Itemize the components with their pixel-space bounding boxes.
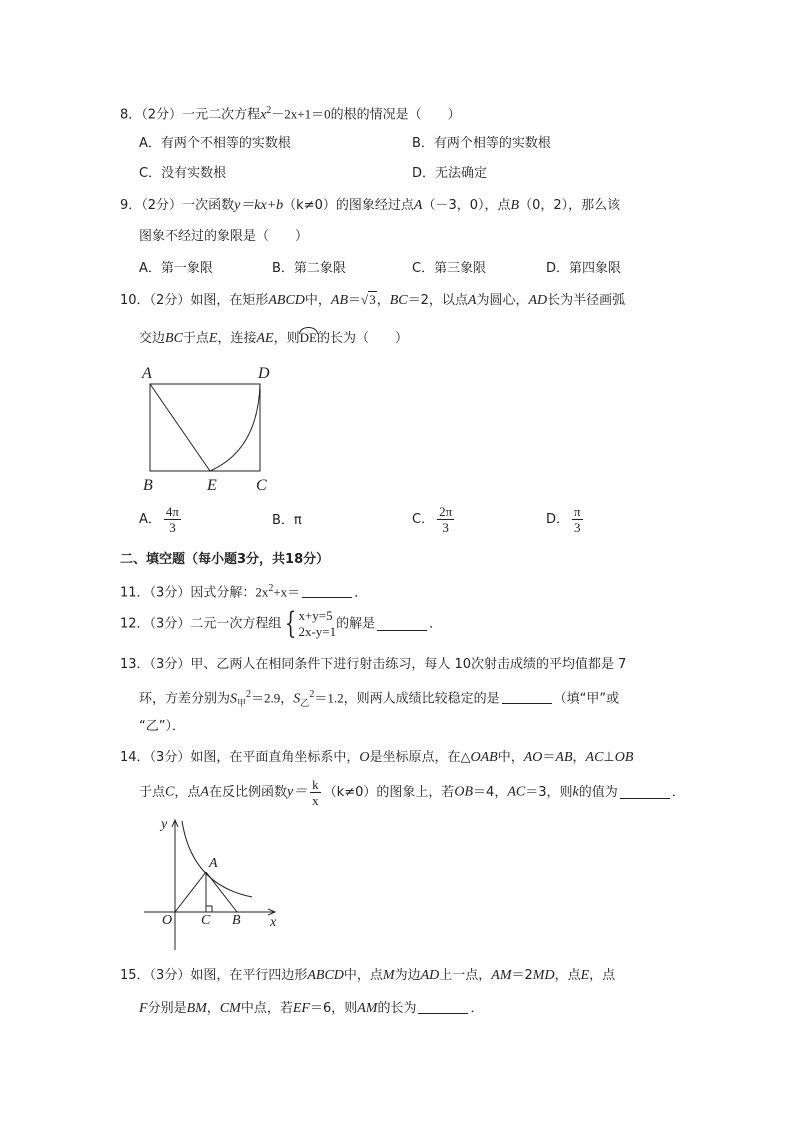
arc-de: DE bbox=[299, 330, 317, 345]
fig14-label-x: x bbox=[270, 915, 277, 930]
arc-de-curve bbox=[210, 384, 260, 471]
q10-option-b[interactable]: B．π bbox=[272, 513, 302, 528]
q13-stem-line3: “乙”）． bbox=[139, 719, 185, 734]
fig14-label-o: O bbox=[162, 913, 173, 928]
q9-stem-line2: 图象不经过的象限是（ ） bbox=[139, 229, 309, 244]
q13-stem-line1: 13．（3分）甲、乙两人在相同条件下进行射击练习，每人 10次射击成绩的平均值都是 7 bbox=[120, 657, 627, 672]
q9-option-d[interactable]: D．第四象限 bbox=[546, 261, 622, 276]
q15-stem-line2: F分别是BM，CM中点，若EF＝6，则AM的长为 ． bbox=[139, 1001, 484, 1016]
q10-option-d[interactable]: D． $\frac{\pi}{3}$ bbox=[546, 504, 581, 535]
fig10-label-e: E bbox=[207, 477, 217, 494]
fig10-label-a: A bbox=[142, 365, 152, 382]
q14-answer-blank[interactable] bbox=[620, 786, 670, 799]
q10-stem-line2: 交边BC于点E，连接AE，则DE的长为（ ） bbox=[139, 330, 408, 346]
q9-option-b[interactable]: B．第二象限 bbox=[272, 261, 346, 276]
q9-stem-line1: 9．（2分）一次函数y＝kx+b（k≠0）的图象经过点A（－3，0），点B（0，2），那么该 bbox=[120, 198, 621, 213]
q15-answer-blank[interactable] bbox=[418, 1001, 468, 1014]
fig10-label-d: D bbox=[258, 365, 270, 382]
q15-stem-line1: 15．（3分）如图，在平行四边形ABCD中，点M为边AD上一点，AM＝2MD，点E，点 bbox=[120, 968, 616, 983]
q14-stem-line2: 于点C，点A在反比例函数y＝ $\frac{k}{x}$ （k≠0）的图象上，若OB＝4，AC＝3，则k的值为 ． bbox=[139, 777, 685, 808]
q12-answer-blank[interactable] bbox=[377, 618, 427, 631]
q13-answer-blank[interactable] bbox=[502, 691, 552, 704]
q11-answer-blank[interactable] bbox=[302, 585, 352, 598]
q10-stem-line1: 10．（2分）如图，在矩形ABCD中，AB＝√3，BC＝2，以点A为圆心，AD长为半径画弧 bbox=[120, 292, 626, 308]
q8-option-d[interactable]: D．无法确定 bbox=[412, 166, 488, 181]
q10-option-a[interactable]: A． $\frac{4\pi}{3}$ bbox=[139, 504, 179, 535]
fig14-label-c: C bbox=[201, 913, 211, 928]
sqrt-3: √3 bbox=[361, 292, 376, 307]
fig10-label-b: B bbox=[143, 477, 153, 494]
q9-option-a[interactable]: A．第一象限 bbox=[139, 261, 213, 276]
q9-option-c[interactable]: C．第三象限 bbox=[412, 261, 487, 276]
q8-option-c[interactable]: C．没有实数根 bbox=[139, 166, 227, 181]
rectangle-abcd bbox=[150, 384, 260, 471]
q8-option-a[interactable]: A．有两个不相等的实数根 bbox=[139, 136, 291, 151]
fig14-label-a: A bbox=[209, 856, 218, 871]
q8-option-b[interactable]: B．有两个相等的实数根 bbox=[412, 136, 551, 151]
segment-ae bbox=[150, 384, 210, 471]
q14-stem-line1: 14．（3分）如图，在平面直角坐标系中，O是坐标原点，在△OAB中，AO＝AB，AC⊥OB bbox=[120, 750, 634, 765]
right-angle-mark bbox=[206, 906, 212, 912]
section-title-fill-in: 二、填空题（每小题3分，共18分） bbox=[120, 552, 330, 567]
q8-stem: 8．（2分）一元二次方程$x^2-2x+1=0$的根的情况是（ ） bbox=[120, 105, 461, 123]
fig10-label-c: C bbox=[256, 477, 267, 494]
fig14-label-y: y bbox=[161, 817, 168, 832]
q13-stem-line2: 环，方差分别为$S_甲^2=2.9$，$S_乙^2=1.2$，则两人成绩比较稳定的是 （填“甲”或 bbox=[139, 689, 620, 709]
segment-oa bbox=[175, 872, 206, 912]
q10-option-c[interactable]: C． $\frac{2\pi}{3}$ bbox=[412, 504, 453, 535]
q14-coordinate-figure bbox=[140, 815, 290, 955]
equation-system: { x+y=5 2x-y=1 bbox=[285, 606, 337, 641]
fig14-label-b: B bbox=[232, 913, 241, 928]
q12-stem: 12．（3分）二元一次方程组 { x+y=5 2x-y=1 的解是 ． bbox=[120, 606, 443, 641]
q11-stem: 11．（3分）因式分解：$2x^2+x=$ ． bbox=[120, 583, 368, 601]
